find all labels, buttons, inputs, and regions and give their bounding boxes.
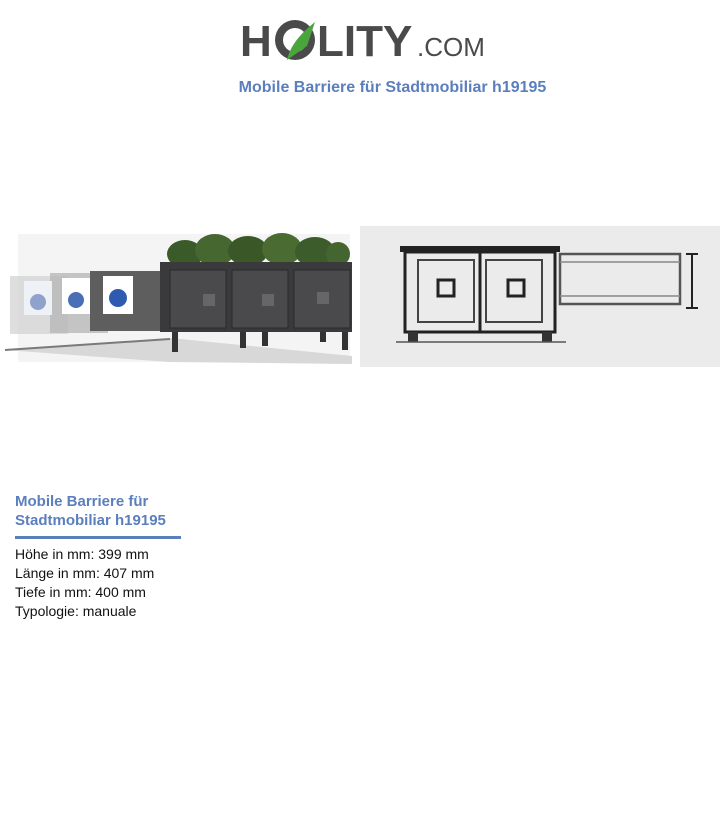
spec-list xyxy=(15,545,185,621)
svg-text:LITY: LITY xyxy=(317,17,413,66)
spec-item: Länge in mm: 407 mm xyxy=(15,565,155,581)
product-title: Mobile Barriere für Stadtmobiliar h19195 xyxy=(15,493,166,529)
pedestrian-sign-icon xyxy=(24,276,133,315)
spec-item: Höhe in mm: 399 mm xyxy=(15,546,149,562)
product-photo xyxy=(0,226,352,366)
spec-item: Tiefe in mm: 400 mm xyxy=(15,584,146,600)
technical-drawing xyxy=(360,226,720,367)
svg-text:.COM: .COM xyxy=(417,32,485,62)
product-info xyxy=(15,492,185,621)
holity-logo[interactable] xyxy=(240,10,485,68)
svg-text:H: H xyxy=(240,17,272,66)
title-divider xyxy=(15,536,181,539)
page-title: Mobile Barriere für Stadtmobiliar h19195 xyxy=(238,79,547,96)
spec-item: Typologie: manuale xyxy=(15,603,137,619)
